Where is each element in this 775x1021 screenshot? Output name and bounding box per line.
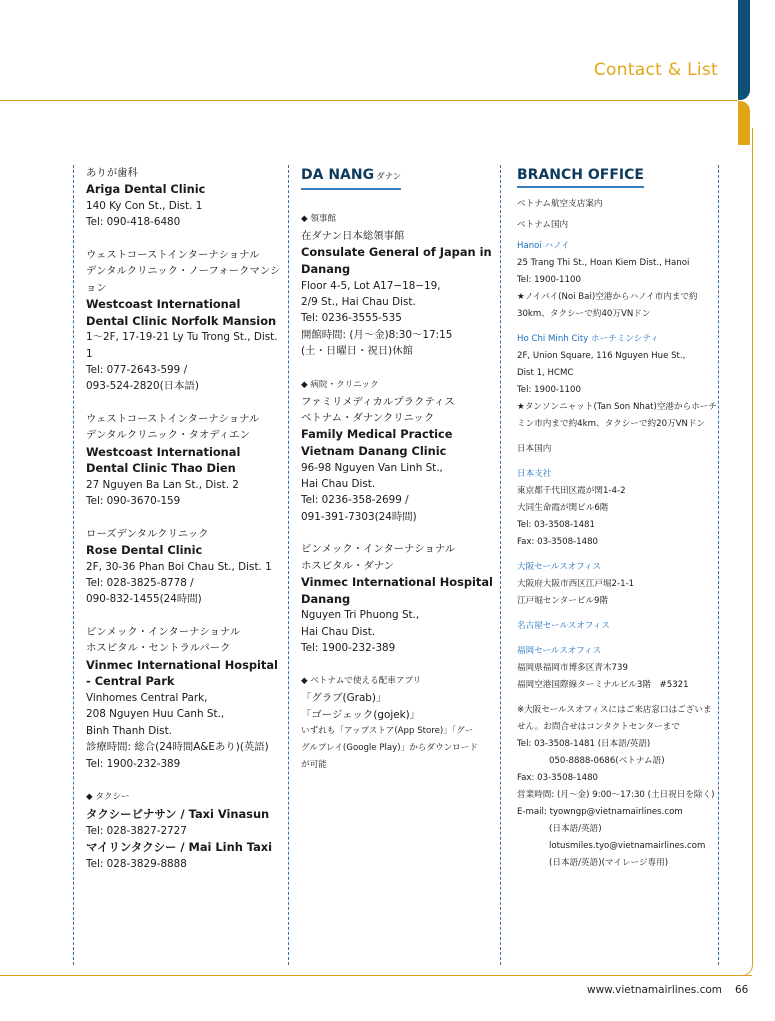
app-name: 「ゴージェック(gojek)」 <box>301 708 421 721</box>
office-detail: Dist 1, HCMC <box>517 368 574 378</box>
entry-jp-name: ホスピタル・ダナン <box>301 559 394 572</box>
office-detail: Tel: 03-3508-1481 <box>517 520 595 530</box>
column-danang <box>301 165 493 774</box>
directory-entry <box>86 526 284 608</box>
directory-entry <box>86 411 284 510</box>
consulate-entry <box>301 228 493 360</box>
entry-detail: Tel: 077-2643-599 / <box>86 364 188 377</box>
office-detail: 福岡空港国際線ターミナルビル3階 #5321 <box>517 680 689 690</box>
taxi-tel: Tel: 028-3829-8888 <box>86 857 187 870</box>
app-note: が可能 <box>301 760 327 771</box>
email-line: (日本語/英語) <box>549 824 602 834</box>
column-divider <box>718 165 719 965</box>
entry-detail: Tel: 028-3825-8778 / <box>86 577 194 590</box>
contact-note <box>517 702 717 872</box>
column-branch-office <box>517 165 717 872</box>
office-detail: Fax: 03-3508-1480 <box>517 537 599 547</box>
office-nagoya <box>517 618 717 635</box>
entry-detail: 091-391-7303(24時間) <box>301 510 417 523</box>
office-fukuoka <box>517 643 717 694</box>
japan-label: 日本国内 <box>517 444 552 454</box>
entry-jp-name: ベトナム・ダナンクリニック <box>301 412 435 425</box>
danang-clinic-list <box>301 394 493 657</box>
office-detail: ★ノイバイ(Noi Bai)空港からハノイ市内まで約 <box>517 292 698 302</box>
contact-line: Fax: 03-3508-1480 <box>517 773 599 783</box>
entry-en-name: Consulate General of Japan in Danang <box>301 245 492 276</box>
entry-jp-name: ありが歯科 <box>86 167 138 179</box>
entry-jp-name: デンタルクリニック・ノーフォークマンション <box>86 265 281 294</box>
entry-jp-name: ファミリメディカルプラクティス <box>301 395 455 408</box>
office-detail: 江戸堀センタービル9階 <box>517 596 609 606</box>
office-detail: 25 Trang Thi St., Hoan Kiem Dist., Hanoi <box>517 258 690 268</box>
office-detail: 大同生命霞が関ビル6階 <box>517 503 609 513</box>
app-note: グルプレイ(Google Play)」からダウンロード <box>301 743 478 754</box>
app-name: 「グラブ(Grab)」 <box>301 692 387 705</box>
office-detail: 東京都千代田区霞が関1-4-2 <box>517 486 626 496</box>
danang-heading: DA NANG ダナン <box>301 165 401 190</box>
office-hcmc <box>517 331 717 433</box>
entry-detail: 090-832-1455(24時間) <box>86 593 202 606</box>
entry-en-name: Rose Dental Clinic <box>86 543 203 558</box>
top-tab-accent <box>738 0 750 100</box>
office-title: Hanoi ハノイ <box>517 241 570 251</box>
taxi-bullet: ◆ タクシー <box>86 791 130 802</box>
entry-jp-name: 在ダナン日本総領事館 <box>301 230 405 242</box>
entry-jp-name: ビンメック・インターナショナル <box>301 543 456 556</box>
app-bullet: ◆ ベトナムで使える配車アプリ <box>301 676 422 687</box>
email-line: (日本語/英語)(マイレージ専用) <box>549 858 669 868</box>
entry-detail: 27 Nguyen Ba Lan St., Dist. 2 <box>86 478 239 491</box>
app-list <box>301 690 493 774</box>
office-osaka <box>517 559 717 610</box>
office-detail: 30km、タクシーで約40万VNドン <box>517 309 651 319</box>
branch-heading: BRANCH OFFICE <box>517 165 644 188</box>
office-detail: 大阪府大阪市西区江戸堀2-1-1 <box>517 579 635 589</box>
taxi-name: マイリンタクシー / Mai Linh Taxi <box>86 839 273 854</box>
entry-detail: (土・日曜日・祝日)休館 <box>301 345 414 358</box>
directory-entry <box>86 624 284 772</box>
entry-en-name: Westcoast International Dental Clinic Norfolk Mansion <box>86 297 277 328</box>
office-detail: 福岡県福岡市博多区青木739 <box>517 663 628 673</box>
footer-url: www.vietnamairlines.com <box>587 984 723 996</box>
entry-en-name: Westcoast International Dental Clinic Thao Dien <box>86 444 241 476</box>
entry-detail: Tel: 0236-358-2699 / <box>301 494 409 507</box>
entry-jp-name: ホスピタル・セントラルパーク <box>86 642 231 655</box>
app-note: いずれも「アップストア(App Store)」「グー <box>301 726 474 737</box>
header-rule <box>0 100 738 101</box>
entry-detail: Tel: 090-3670-159 <box>86 495 181 508</box>
entry-detail: 2/9 St., Hai Chau Dist. <box>301 296 416 308</box>
entry-detail: 093-524-2820(日本語) <box>86 380 199 393</box>
page-frame-right <box>742 128 753 976</box>
vietnam-label: ベトナム国内 <box>517 220 569 230</box>
entry-jp-name: ビンメック・インターナショナル <box>86 625 241 638</box>
office-japan-branch <box>517 466 717 551</box>
entry-en-name: Ariga Dental Clinic <box>86 182 206 197</box>
taxi-tel: Tel: 028-3827-2727 <box>86 824 187 837</box>
entry-jp-name: デンタルクリニック・タオディエン <box>86 429 250 442</box>
entry-en-name: Vinmec International Hospital Danang <box>301 575 493 606</box>
column-divider <box>73 165 74 965</box>
entry-en-name: Family Medical Practice Vietnam Danang Clinic <box>301 427 453 459</box>
office-detail: ★タンソンニャット(Tan Son Nhat)空港からホーチ <box>517 402 717 412</box>
taxi-section <box>86 788 284 872</box>
entry-en-name: Vinmec International Hospital - Central Park <box>86 657 278 689</box>
entry-detail: 96-98 Nguyen Van Linh St., <box>301 461 443 474</box>
office-detail: Tel: 1900-1100 <box>517 385 581 395</box>
entry-detail: Nguyen Tri Phuong St., <box>301 609 420 622</box>
page-frame-bottom <box>0 975 752 976</box>
column-divider <box>500 165 501 965</box>
directory-entry <box>301 541 493 656</box>
entry-detail: 1〜2F, 17-19-21 Ly Tu Trong St., Dist. 1 <box>86 331 278 360</box>
entry-detail: Binh Thanh Dist. <box>86 724 172 737</box>
contact-line: 営業時間: (月〜金) 9:00〜17:30 (土日祝日を除く) <box>517 790 715 800</box>
office-detail: 2F, Union Square, 116 Nguyen Hue St., <box>517 351 686 361</box>
column-divider <box>288 165 289 965</box>
entry-detail: 診療時間: 総合(24時間A&Eあり)(英語) <box>86 741 269 754</box>
entry-detail: 2F, 30-36 Phan Boi Chau St., Dist. 1 <box>86 560 272 573</box>
office-title: 福岡セールスオフィス <box>517 646 602 656</box>
entry-detail: Tel: 0236-3555-535 <box>301 312 402 325</box>
office-hanoi <box>517 238 717 323</box>
office-title: 大阪セールスオフィス <box>517 562 602 572</box>
entry-detail: Tel: 1900-232-389 <box>301 642 396 655</box>
branch-list <box>517 238 717 872</box>
consulate-bullet: ◆ 領事館 <box>301 214 337 224</box>
entry-detail: Hai Chau Dist. <box>301 478 376 491</box>
directory-entry <box>86 247 284 395</box>
column-hcmc-list <box>86 165 284 872</box>
email-line: lotusmiles.tyo@vietnamairlines.com <box>549 841 706 851</box>
entry-detail: 開館時間: (月〜金)8:30〜17:15 <box>301 328 453 341</box>
office-title: Ho Chi Minh City ホーチミンシティ <box>517 334 659 344</box>
entry-jp-name: ウェストコーストインターナショナル <box>86 412 260 425</box>
entry-detail: Vinhomes Central Park, <box>86 691 208 704</box>
section-title: Contact & List <box>593 60 718 80</box>
entry-detail: Tel: 1900-232-389 <box>86 757 181 770</box>
entry-detail: Tel: 090-418-6480 <box>86 216 181 229</box>
entry-detail: 140 Ky Con St., Dist. 1 <box>86 200 203 212</box>
office-detail: Tel: 1900-1100 <box>517 275 581 285</box>
contact-line: 050-8888-0686(ベトナム語) <box>549 756 665 766</box>
directory-entry <box>86 165 284 231</box>
clinic-bullet: ◆ 病院・クリニック <box>301 379 379 390</box>
page-number: 66 <box>735 984 749 996</box>
branch-intro: ベトナム航空支店案内 <box>517 199 603 209</box>
office-title: 日本支社 <box>517 469 552 479</box>
taxi-name: タクシービナサン / Taxi Vinasun <box>86 806 270 821</box>
entry-jp-name: ウェストコーストインターナショナル <box>86 248 260 261</box>
office-title: 名古屋セールスオフィス <box>517 621 610 631</box>
note-line: せん。お問合せはコンタクトセンターまで <box>517 722 680 732</box>
contact-line: E-mail: tyowngp@vietnamairlines.com <box>517 807 683 817</box>
entry-detail: Floor 4-5, Lot A17−18−19, <box>301 279 441 292</box>
office-detail: ミン市内まで約4km、タクシーで約20万VNドン <box>517 419 706 429</box>
directory-entry <box>301 394 493 526</box>
entry-detail: Hai Chau Dist. <box>301 625 376 638</box>
note-line: ※大阪セールスオフィスにはご来店窓口はございま <box>517 705 712 715</box>
contact-line: Tel: 03-3508-1481 (日本語/英語) <box>517 739 651 749</box>
entry-jp-name: ローズデンタルクリニック <box>86 527 209 540</box>
clinic-list <box>86 165 284 772</box>
entry-detail: 208 Nguyen Huu Canh St., <box>86 708 225 721</box>
